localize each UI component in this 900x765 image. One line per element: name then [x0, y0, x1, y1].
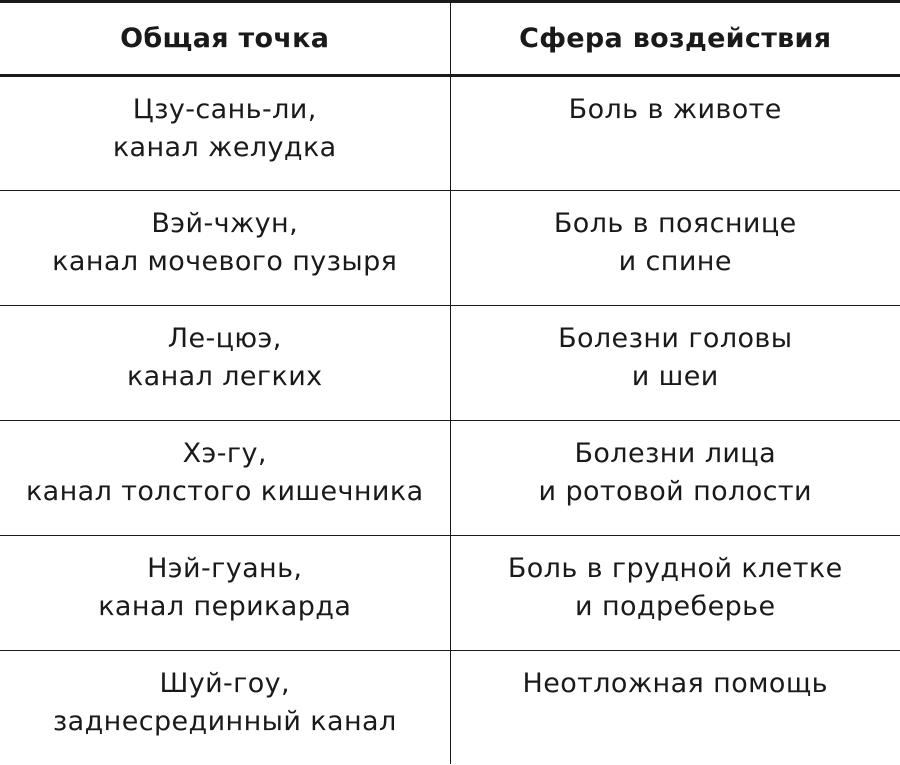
table-row	[0, 651, 900, 764]
table-row	[0, 536, 900, 651]
sphere-text: Болезни лица	[574, 438, 777, 469]
point-channel: заднесрединный канал	[52, 706, 397, 737]
point-cell	[0, 76, 450, 191]
sphere-text-cont: и спине	[618, 246, 732, 277]
sphere-cell	[450, 191, 900, 306]
sphere-text-cont: и подреберье	[575, 591, 776, 622]
point-name: Нэй-гуань,	[147, 553, 303, 584]
point-cell	[0, 651, 450, 764]
table-row	[0, 306, 900, 421]
sphere-text: Неотложная помощь	[522, 668, 828, 699]
sphere-cell	[450, 76, 900, 191]
point-cell	[0, 536, 450, 651]
sphere-text: Боль в пояснице	[553, 208, 797, 239]
point-name: Шуй-гоу,	[159, 668, 291, 699]
sphere-cell	[450, 421, 900, 536]
point-cell	[0, 306, 450, 421]
point-cell	[0, 421, 450, 536]
sphere-text-cont: и шеи	[631, 361, 719, 392]
table-row	[0, 76, 900, 191]
point-name: Цзу-сань-ли,	[132, 94, 317, 125]
header-row	[0, 2, 900, 76]
sphere-cell	[450, 306, 900, 421]
point-channel: канал мочевого пузыря	[52, 246, 398, 277]
sphere-cell	[450, 536, 900, 651]
sphere-cell	[450, 651, 900, 764]
point-channel: канал желудка	[112, 132, 337, 163]
point-name: Ле-цюэ,	[167, 323, 282, 354]
table-row	[0, 421, 900, 536]
sphere-text: Боль в грудной клетке	[507, 553, 843, 584]
header-point: Общая точка	[0, 2, 450, 76]
point-channel: канал толстого кишечника	[25, 476, 424, 507]
header-sphere: Сфера воздействия	[450, 2, 900, 76]
point-name: Вэй-чжун,	[151, 208, 299, 239]
point-channel: канал перикарда	[98, 591, 352, 622]
table-row	[0, 191, 900, 306]
sphere-text-cont: и ротовой полости	[538, 476, 812, 507]
point-cell	[0, 191, 450, 306]
point-channel: канал легких	[126, 361, 323, 392]
point-name: Хэ-гу,	[182, 438, 267, 469]
sphere-text: Болезни головы	[558, 323, 793, 354]
sphere-text: Боль в животе	[568, 94, 782, 125]
